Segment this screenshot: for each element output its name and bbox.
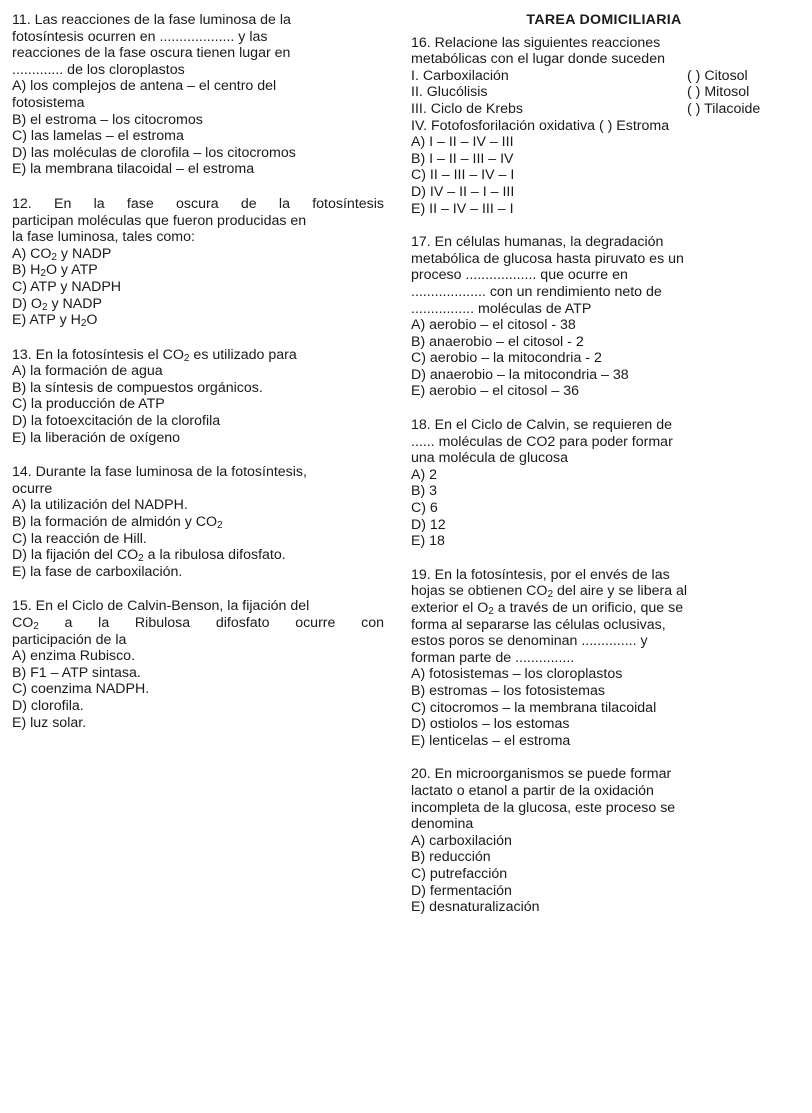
q20-option-e: E) desnaturalización <box>411 899 540 916</box>
q13-option-c: C) la producción de ATP <box>12 396 165 413</box>
q16-reaction: III. Ciclo de Krebs <box>411 100 523 117</box>
q19-stem-line: estos poros se denominan .............. y <box>411 633 648 650</box>
question-19 <box>411 567 797 750</box>
q20-stem-line: incompleta de la glucosa, este proceso se <box>411 799 676 816</box>
q19-option-c: C) citocromos – la membrana tilacoidal <box>411 699 657 716</box>
q20-option-c: C) putrefacción <box>411 865 508 882</box>
question-14 <box>12 464 384 580</box>
q18-stem-line: una molécula de glucosa <box>411 450 568 467</box>
q19-stem-line: hojas se obtienen $CO_2$ del aire y se libera al <box>411 583 688 601</box>
q20-option-a: A) carboxilación <box>411 832 512 849</box>
q16-pair-row <box>411 84 797 101</box>
q12-option-d: D) $O_2$ y NADP <box>12 295 102 313</box>
question-12 <box>12 196 384 329</box>
q15-stem-line: 15. En el Ciclo de Calvin-Benson, la fijación del <box>12 598 310 615</box>
q12-option-e: E) ATP y $H_2O$ <box>12 312 98 330</box>
q15-option-b: B) F1 – ATP sintasa. <box>12 664 141 681</box>
q13-option-d: D) la fotoexcitación de la clorofila <box>12 413 221 430</box>
question-18 <box>411 417 797 550</box>
q16-option-d: D) IV – II – I – III <box>411 183 515 200</box>
question-17 <box>411 234 797 400</box>
q14-stem-line: 14. Durante la fase luminosa de la fotosíntesis, <box>12 464 307 481</box>
q15-option-e: E) luz solar. <box>12 714 87 731</box>
q18-option-b: B) 3 <box>411 483 438 500</box>
q13-stem: 13. En la fotosíntesis el $CO_2$ es utilizado para <box>12 346 297 364</box>
q14-option-b: B) la formación de almidón y $CO_2$ <box>12 514 223 532</box>
q11-option-b: B) el estroma – los citocromos <box>12 111 203 128</box>
left-column <box>12 12 384 731</box>
q16-pair-row: IV. Fotofosforilación oxidativa ( ) Estroma <box>411 117 670 134</box>
q12-option-c: C) ATP y NADPH <box>12 278 122 295</box>
q17-stem-line: 17. En células humanas, la degradación <box>411 234 664 251</box>
q15-option-a: A) enzima Rubisco. <box>12 648 136 665</box>
q18-option-a: A) 2 <box>411 466 438 483</box>
question-11 <box>12 12 384 178</box>
question-13 <box>12 347 384 447</box>
q12-option-b: B) $H_2O$ y ATP <box>12 262 98 280</box>
q13-option-a: A) la formación de agua <box>12 363 163 380</box>
q19-option-b: B) estromas – los fotosistemas <box>411 682 605 699</box>
q11-stem-line: ............. de los cloroplastos <box>12 61 185 78</box>
q17-option-c: C) aerobio – la mitocondria - 2 <box>411 350 602 367</box>
q17-option-d: D) anaerobio – la mitocondria – 38 <box>411 366 629 383</box>
q17-stem-line: ................... con un rendimiento neto de <box>411 283 662 300</box>
q18-option-e: E) 18 <box>411 533 445 550</box>
q16-pair-row <box>411 101 797 118</box>
q14-option-d: D) la fijación del $CO_2$ a la ribulosa difosfato. <box>12 547 286 565</box>
q15-stem-line: $CO_2$ a la Ribulosa difosfato ocurre con <box>12 615 384 632</box>
q12-stem-line: 12. En la fase oscura de la fotosíntesis <box>12 195 384 212</box>
q16-option-c: C) II – III – IV – I <box>411 167 515 184</box>
q16-location: ( ) Citosol <box>687 67 748 84</box>
q19-option-d: D) ostiolos – los estomas <box>411 716 570 733</box>
q11-stem-line: fotosíntesis ocurren en ................... y las <box>12 28 268 45</box>
q19-stem-line: forman parte de ............... <box>411 649 575 666</box>
q11-stem-line: 11. Las reacciones de la fase luminosa de la <box>12 12 291 28</box>
q14-option-e: E) la fase de carboxilación. <box>12 563 183 580</box>
q16-stem-line: 16. Relacione las siguientes reacciones <box>411 34 661 51</box>
q13-option-e: E) la liberación de oxígeno <box>12 429 180 446</box>
q14-stem-line: ocurre <box>12 480 53 497</box>
q12-stem-line: la fase luminosa, tales como: <box>12 229 195 246</box>
q19-option-e: E) lenticelas – el estroma <box>411 732 571 749</box>
q11-option-a: A) los complejos de antena – el centro del <box>12 78 277 95</box>
q16-reaction: I. Carboxilación <box>411 67 509 84</box>
q15-stem-line: participación de la <box>12 631 127 648</box>
q11-stem-line: reacciones de la fase oscura tienen lugar en <box>12 45 291 62</box>
q18-option-c: C) 6 <box>411 500 438 517</box>
q17-option-b: B) anaerobio – el citosol - 2 <box>411 333 584 350</box>
q17-stem-line: ................ moléculas de ATP <box>411 300 592 317</box>
q12-stem-line: participan moléculas que fueron producidas en <box>12 212 307 229</box>
question-16 <box>411 35 797 218</box>
q17-option-e: E) aerobio – el citosol – 36 <box>411 383 579 400</box>
q11-option-a-cont: fotosistema <box>12 94 85 111</box>
q18-stem-line: 18. En el Ciclo de Calvin, se requieren de <box>411 417 673 434</box>
q16-stem-line: metabólicas con el lugar donde suceden <box>411 51 665 68</box>
q11-option-e: E) la membrana tilacoidal – el estroma <box>12 161 255 178</box>
q11-option-d: D) las moléculas de clorofila – los citocromos <box>12 144 296 161</box>
q16-option-a: A) I – II – IV – III <box>411 134 514 151</box>
q14-option-a: A) la utilización del NADPH. <box>12 497 188 514</box>
q11-option-c: C) las lamelas – el estroma <box>12 128 184 145</box>
q16-pair-row <box>411 68 797 85</box>
q19-stem-line: forma al separarse las células oclusivas, <box>411 616 666 633</box>
q15-option-d: D) clorofila. <box>12 697 84 714</box>
q20-option-d: D) fermentación <box>411 882 512 899</box>
q17-stem-line: metabólica de glucosa hasta piruvato es un <box>411 250 684 267</box>
right-column <box>411 12 797 916</box>
page-title: TAREA DOMICILIARIA <box>526 12 682 28</box>
q14-option-c: C) la reacción de Hill. <box>12 530 147 547</box>
q12-option-a: A) $CO_2$ y NADP <box>12 245 112 263</box>
q19-stem-line: exterior el $O_2$ a través de un orificio, que se <box>411 600 684 617</box>
q13-option-b: B) la síntesis de compuestos orgánicos. <box>12 379 263 396</box>
q18-option-d: D) 12 <box>411 516 446 533</box>
q16-reaction: II. Glucólisis <box>411 84 488 101</box>
q18-stem-line: ...... moléculas de CO2 para poder formar <box>411 433 673 450</box>
q20-stem-line: lactato o etanol a partir de la oxidación <box>411 782 654 799</box>
q16-location: ( ) Mitosol <box>687 84 750 101</box>
question-15 <box>12 598 384 731</box>
q19-stem-line: 19. En la fotosíntesis, por el envés de las <box>411 566 670 583</box>
q16-option-e: E) II – IV – III – I <box>411 200 514 217</box>
q16-location: ( ) Tilacoide <box>687 100 761 117</box>
q20-option-b: B) reducción <box>411 849 491 866</box>
q20-stem-line: denomina <box>411 816 474 833</box>
q16-option-b: B) I – II – III – IV <box>411 150 514 167</box>
q19-option-a: A) fotosistemas – los cloroplastos <box>411 666 623 683</box>
q17-stem-line: proceso .................. que ocurre en <box>411 267 628 284</box>
question-20 <box>411 766 797 915</box>
q17-option-a: A) aerobio – el citosol - 38 <box>411 317 576 334</box>
q15-option-c: C) coenzima NADPH. <box>12 681 150 698</box>
q20-stem-line: 20. En microorganismos se puede formar <box>411 766 672 783</box>
